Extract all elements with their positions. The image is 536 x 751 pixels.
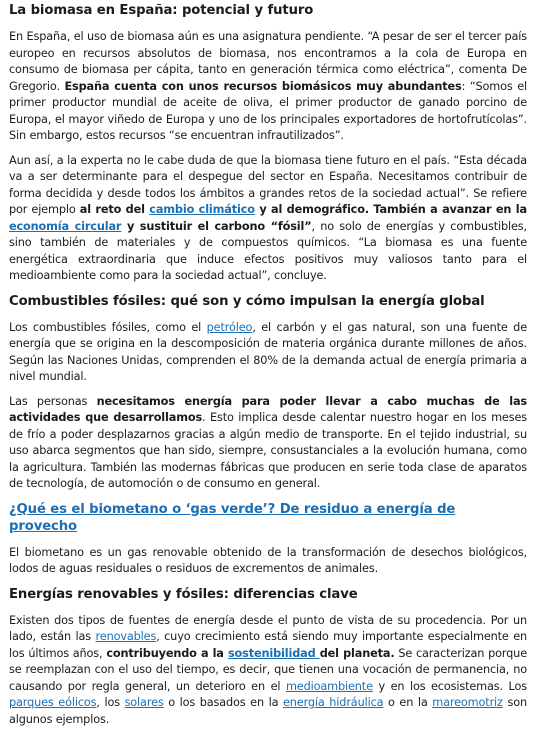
link-petroleo[interactable]: petróleo	[206, 320, 253, 334]
link-mareomotriz[interactable]: mareomotriz	[432, 696, 503, 709]
heading-biomasa: La biomasa en España: potencial y futuro	[9, 3, 314, 18]
paragraph-fosiles-1: Los combustibles fósiles, como el petróleo, el carbón y el gas natural, son una fuente de energía que se origina en la descomposición de materia orgánica durante millones de años. Según las Naciones Unidas, comprenden el 80% de la demanda actual de energía primaria a nivel mundial.	[9, 320, 527, 383]
link-parques-eolicos[interactable]: parques eólicos	[9, 696, 97, 709]
paragraph-renovables: Existen dos tipos de fuentes de energía desde el punto de vista de su procedencia. Por un lado, están las renovables, cuyo crecimiento está siendo muy importante especialmente en los últimos años, contribuyendo a la sostenibilidad del planeta. Se caracterizan porque se reemplazan con el uso del tiempo, es decir, que tienen una vocación de permanencia, no causando por regla general, un deterioro en el medioambiente y en los ecosistemas. Los parques eólicos, los solares o los basados en la energía hidráulica o en la mareomotriz son algunos ejemplos.	[9, 613, 527, 726]
link-cambio-climatico[interactable]: cambio climático	[149, 203, 255, 216]
paragraph-fosiles-2: Las personas necesitamos energía para poder llevar a cabo muchas de las actividades que desarrollamos. Esto implica desde calentar nuestro hogar en los meses de frío a poder desplazarnos gracias a algún medio de transporte. En el tejido industrial, su uso abarca segmentos que han sido, siempre, consustanciales a la evolución humana, como la agricultura. También las modernas fábricas que producen en serie toda clase de aparatos de tecnología, de automoción o de consumo en general.	[9, 394, 527, 490]
link-heading-biometano[interactable]: ¿Qué es el biometano o ‘gas verde’? De residuo a energía de provecho	[9, 501, 456, 534]
link-solares[interactable]: solares	[124, 696, 164, 709]
link-sostenibilidad[interactable]: sostenibilidad	[227, 646, 320, 660]
link-medioambiente[interactable]: medioambiente	[285, 679, 373, 693]
heading-combustibles-fosiles: Combustibles fósiles: qué son y cómo impulsan la energía global	[9, 293, 485, 309]
link-economia-circular[interactable]: economía circular	[9, 219, 122, 233]
paragraph-biomasa-2: Aun así, a la experta no le cabe duda de que la biomasa tiene futuro en el país. “Esta década va a ser determinante para el despegue del sector en España. Necesitamos contribuir de forma decidida y desde todos los ámbitos a grandes retos de la sociedad actual”. Se refiere por ejemplo al reto del cambio climático y al demográfico. También a avanzar en la economía circular y sustituir el carbono “fósil”, no solo de energías y combustibles, sino también de materiales y de compuestos químicos. “La biomasa es una fuente energética extraordinaria que induce efectos positivos muy valiosos tanto para el medioambiente como para la sociedad actual”, concluye.	[9, 153, 527, 282]
link-energia-hidraulica[interactable]: energía hidráulica	[282, 696, 384, 709]
paragraph-biometano: El biometano es un gas renovable obtenido de la transformación de desechos biológicos, lodos de aguas residuales o residuos de excrementos de animales.	[9, 545, 527, 575]
heading-renovables-fosiles: Energías renovables y fósiles: diferencias clave	[9, 586, 358, 602]
paragraph-biomasa-1: En España, el uso de biomasa aún es una asignatura pendiente. “A pesar de ser el tercer país europeo en recursos absolutos de biomasa, nos encontramos a la cola de Europa en consumo de biomasa per cápita, tanto en generación térmica como eléctrica”, comenta De Gregorio. España cuenta con unos recursos biomásicos muy abundantes: “Somos el primer productor mundial de aceite de oliva, el primer productor de ganado porcino de Europa, el mayor viñedo de Europa y uno de los principales exportadores de hortofrutícolas”. Sin embargo, estos recursos “se encuentran infrautilizados”.	[9, 30, 527, 142]
bold-recursos: España cuenta con unos recursos biomásicos muy abundantes	[64, 79, 462, 93]
link-renovables[interactable]: renovables	[95, 630, 157, 643]
